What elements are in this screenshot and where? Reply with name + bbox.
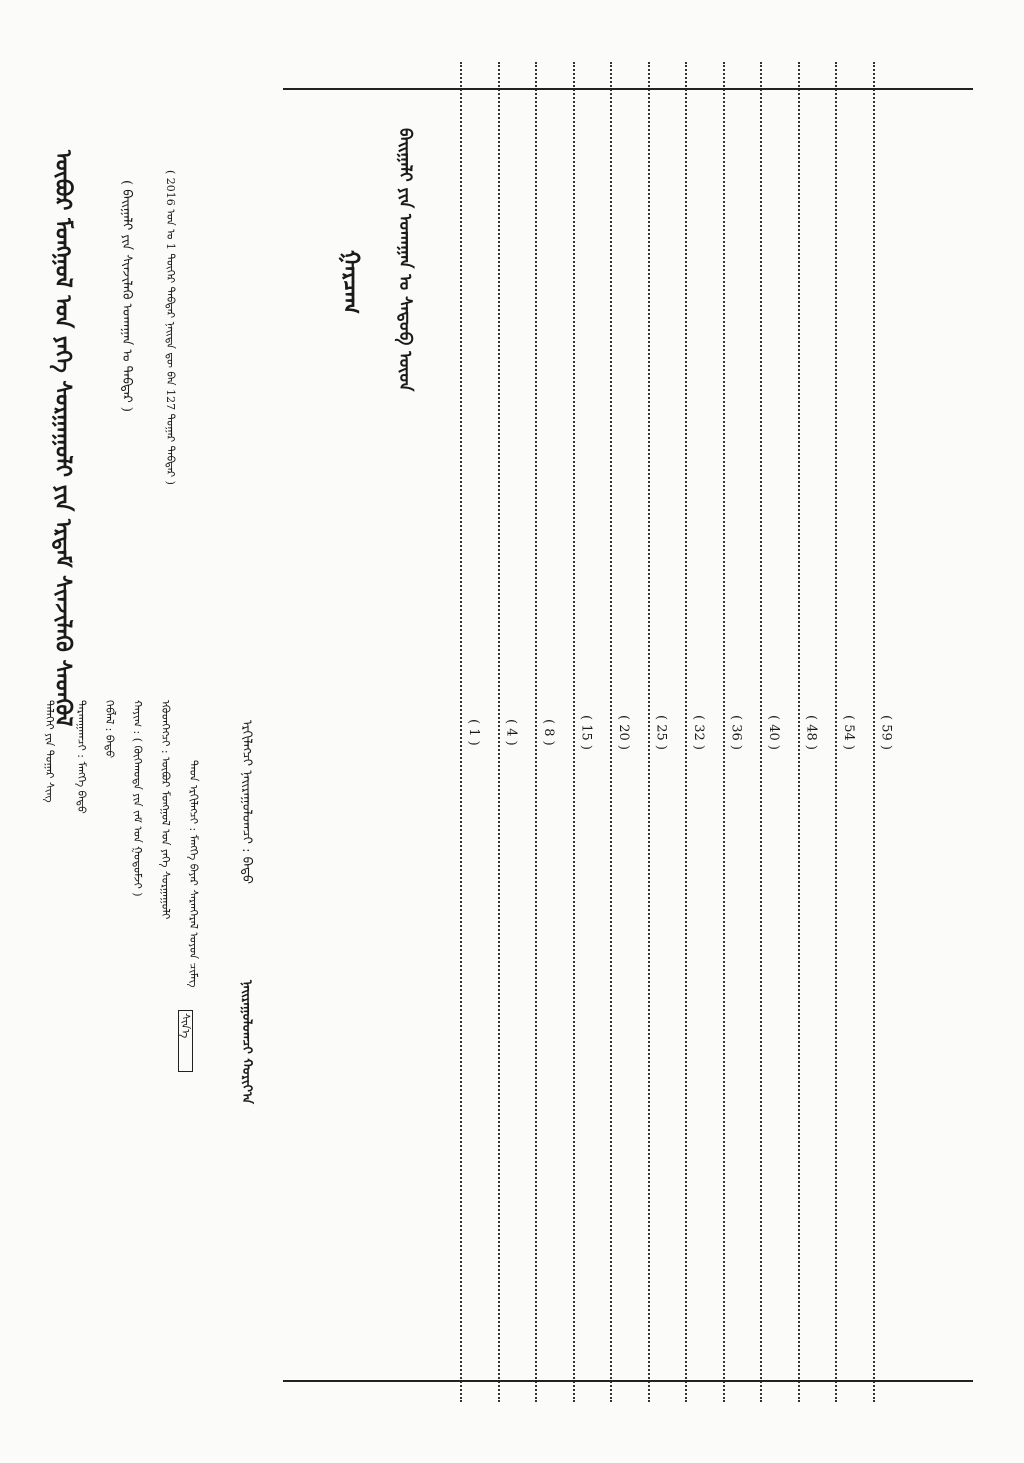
- toc-item: [527, 62, 556, 1402]
- contents-section-title: ᠪᠠᠢᠭᠠᠯᠢ ᠶᠢᠨ ᠤᠬᠠᠭᠠᠨ ᠤ ᠰᠡᠳᠦᠪ ᠦᠳ: [395, 128, 415, 392]
- toc-item-page: ( 20 ): [616, 714, 631, 750]
- toc-item-page: ( 4 ): [503, 718, 519, 746]
- boxed-word: ᠰᠢᠨ᠎ᠡ: [178, 1010, 193, 1072]
- toc-item-page: ( 48 ): [803, 714, 819, 750]
- journal-title: ᠦᠪᠦᠷ ᠮᠣᠩᠭᠣᠯ ᠤᠨ ᠶᠡᠬᠡ ᠰᠤᠷᠭᠠᠭᠤᠯᠢ ᠶᠢᠨ ᠡᠷᠳᠡᠮ ᠰᠢᠨᠵᠢᠯᠡᠬᠦ ᠰᠡᠳᠬᠦᠯ: [50, 150, 76, 727]
- toc-item: [677, 62, 706, 1402]
- toc-leader-dots: [798, 62, 800, 1402]
- toc-leader-dots: [648, 62, 650, 1402]
- toc-item-page: ( 54 ): [841, 714, 856, 750]
- bottom-divider: [283, 1380, 973, 1382]
- toc-leader-dots: [498, 62, 500, 1402]
- toc-leader-dots: [685, 62, 687, 1402]
- toc-leader-dots: [873, 62, 875, 1402]
- toc-item: [640, 62, 669, 1402]
- date-line: ( 2016 ᠣᠨ ᠤ 1 ᠳᠦᠭᠡᠷ ᠳᠡᠪᠲᠡᠷ ᠨᠡᠢᠲᠡ ᠳᠦ ᠪᠠᠨ 127 ᠳᠤᠭᠠᠷ ᠳᠡᠪᠲᠡᠷ ): [164, 170, 177, 485]
- toc-leader-dots: [723, 62, 725, 1402]
- editorial-line-0: ᠡᠷᠬᠢᠯᠡᠭᠴᠢ ᠨᠠᠢᠷᠠᠭᠤᠯᠤᠭᠴᠢ : ᠪᠠᠲᠤ: [239, 720, 254, 885]
- toc-item: [565, 62, 594, 1402]
- top-divider: [283, 88, 973, 90]
- toc-item: [827, 62, 856, 1402]
- editorial-line-2: ᠡᠭᠦᠳᠬᠡᠭᠴᠢ : ᠦᠪᠦᠷ ᠮᠣᠩᠭᠣᠯ ᠤᠨ ᠶᠡᠬᠡ ᠰᠤᠷᠭᠠᠭᠤᠯᠢ: [159, 700, 172, 920]
- toc-item-page: ( 40 ): [766, 714, 781, 750]
- toc-item-page: ( 36 ): [728, 714, 744, 750]
- toc-item-page: ( 8 ): [541, 718, 556, 746]
- toc-leader-dots: [535, 62, 537, 1402]
- toc-item: [752, 62, 781, 1402]
- editorial-line-5: ᠲᠠᠷᠬᠠᠭᠠᠭᠴᠢ : ᠮᠡᠩᠭᠡ ᠪᠠᠲᠤ: [75, 700, 88, 814]
- toc-item: [490, 62, 519, 1402]
- toc-leader-dots: [610, 62, 612, 1402]
- toc-item-page: ( 1 ): [466, 718, 481, 746]
- toc-leader-dots: [760, 62, 762, 1402]
- toc-item-page: ( 32 ): [691, 714, 706, 750]
- toc-item-page: ( 25 ): [653, 714, 669, 750]
- editorial-board-title: ᠨᠠᠢᠷᠠᠭᠤᠯᠤᠭᠴᠢ ᠬᠤᠷᠢᠶ᠎ᠠ: [239, 980, 254, 1104]
- toc-item: [602, 62, 631, 1402]
- toc-item: [865, 62, 894, 1402]
- toc-item: [715, 62, 744, 1402]
- editorial-line-1: ᠳᠡᠳ ᠡᠷᠬᠢᠯᠡᠭᠴᠢ : ᠮᠡᠩᠭᠡ ᠪᠠᠶᠠᠷ ᠰᠠᠷᠠᠨᠭᠡᠷᠡᠯ ᠣᠶᠤᠨ ᠴᠢᠮᠡᠭ: [187, 760, 200, 988]
- editorial-line-6: ᠳᠡᠯᠡᠬᠡᠢ ᠶᠢᠨ ᠳᠤᠭᠠᠷ ᠰᠢᠩ: [43, 700, 56, 803]
- editorial-line-4: ᠬᠡᠪᠯᠡᠯ : ᠪᠠᠲᠤ: [103, 700, 116, 759]
- editorial-line-3: ᠬᠠᠶᠢᠭ : ( ᠬᠥᠬᠡᠬᠣᠲᠠ ᠶᠢᠨ ᠵᠠᠮ ᠤᠨ ᠭᠤᠳᠤᠮᠵᠢ ): [131, 700, 144, 897]
- toc-item: [790, 62, 819, 1402]
- issue-line: ( ᠪᠠᠢᠭᠠᠯᠢ ᠶᠢᠨ ᠰᠢᠨᠵᠢᠯᠡᠬᠦ ᠤᠬᠠᠭᠠᠨ ᠤ ᠳᠡᠪᠲᠡᠷ ): [119, 180, 134, 413]
- toc-leader-dots: [835, 62, 837, 1402]
- toc-item-page: ( 59 ): [878, 714, 894, 750]
- toc-leader-dots: [460, 62, 462, 1402]
- toc-item: [452, 62, 481, 1402]
- toc-leader-dots: [573, 62, 575, 1402]
- contents-heading: ᠭᠠᠷᠴᠠᠭ: [338, 250, 364, 315]
- toc-item-page: ( 15 ): [578, 714, 594, 750]
